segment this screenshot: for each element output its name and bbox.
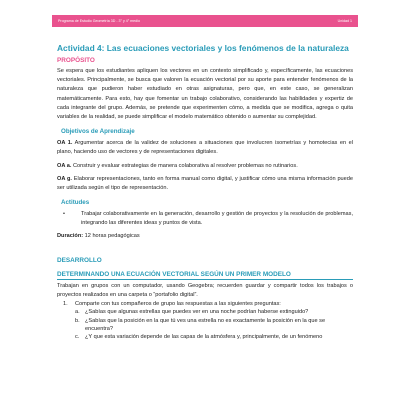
duration-value: 12 horas pedagógicas <box>83 232 140 239</box>
development-heading: DESARROLLO <box>57 256 102 264</box>
program-title: Programa de Estudio Geometría 3D - 3° y 4° medio <box>58 19 140 23</box>
purpose-label: PROPÓSITO <box>57 57 95 64</box>
attitudes-heading: Actitudes <box>61 199 90 207</box>
question-letter: c. <box>75 334 80 341</box>
attitude-item <box>57 210 353 228</box>
question-text: ¿Y que esta variación depende de las capas de la atmósfera y, principalmente, de un fenómeno <box>85 334 323 341</box>
step-number: 1. <box>63 301 68 308</box>
objectives-heading: Objetivos de Aprendizaje <box>61 128 135 136</box>
question-text: ¿Sabías que la posición en la que tú ves una estrella no es exactamente la posición en la que se encuentra? <box>85 317 326 332</box>
step-text: Comparte con tus compañeros de grupo las respuestas a las siguientes preguntas: <box>75 301 281 308</box>
question-item <box>57 308 353 316</box>
question-letter: a. <box>75 309 80 316</box>
step-item <box>57 300 353 308</box>
purpose-text: Se espera que los estudiantes apliquen los vectores en un contexto simplificado y, específicamente, las ecuaciones vectoriales. Principalmente, se busca que valoren la ecuación vectorial por su aporte para entender fenómenos de la naturaleza que pudieron haber estudiado en otras asignaturas, pero que, en este caso, se generalizan matemáticamente. Para esto, hay que fomentar un trabajo colaborativo, considerando las habilidades y expertiz de cada integrante del grupo. Además, se pretende que experimenten cómo, a medida que se modifica, agrega o quita variables de la realidad, se puede simplificar el modelo matemático obtenido o aumentar su complejidad. <box>57 68 353 121</box>
attitude-text: Trabajar colaborativamente en la generación, desarrollo y gestión de proyectos y la resolución de problemas, integrando las diferentes ideas y puntos de vista. <box>81 211 353 227</box>
header-bar <box>52 15 358 27</box>
activity-title: Actividad 4: Las ecuaciones vectoriales y los fenómenos de la naturaleza <box>57 43 349 53</box>
objective-code: OA g. <box>57 175 72 182</box>
unit-label: Unidad 1 <box>337 19 352 23</box>
objective-item <box>57 175 353 193</box>
document-body <box>57 43 353 341</box>
duration <box>57 232 353 241</box>
development-intro: Trabajan en grupos con un computador, usando Geogebra; recuerden guardar y compartir todos los trabajos o proyectos realizados en una carpeta o “portafolio digital”. <box>57 282 353 299</box>
development-subheading: DETERMINANDO UNA ECUACIÓN VECTORIAL SEGÚN UN PRIMER MODELO <box>57 271 353 280</box>
question-item <box>57 317 353 333</box>
objective-text: Construir y evaluar estrategias de manera colaborativa al resolver problemas no rutinarios. <box>71 162 298 169</box>
objective-text: Elaborar representaciones, tanto en forma manual como digital, y justificar cómo una misma información puede ser utilizada según el tipo de representación. <box>57 175 353 192</box>
objective-text: Argumentar acerca de la validez de soluciones a situaciones que involucren isometrías y homotecias en el plano, haciendo uso de vectores y de representaciones digitales. <box>57 140 353 156</box>
objective-item <box>57 139 353 157</box>
question-text: ¿Sabías que algunas estrellas que puedes ver en una noche podrían haberse extinguido? <box>85 309 309 316</box>
duration-label: Duración: <box>57 232 84 239</box>
question-letter: b. <box>75 317 80 324</box>
objective-code: OA 1. <box>57 140 73 147</box>
objective-item <box>57 162 353 171</box>
question-item <box>57 333 353 341</box>
bullet-icon: • <box>63 211 65 218</box>
objective-code: OA a. <box>57 162 72 169</box>
